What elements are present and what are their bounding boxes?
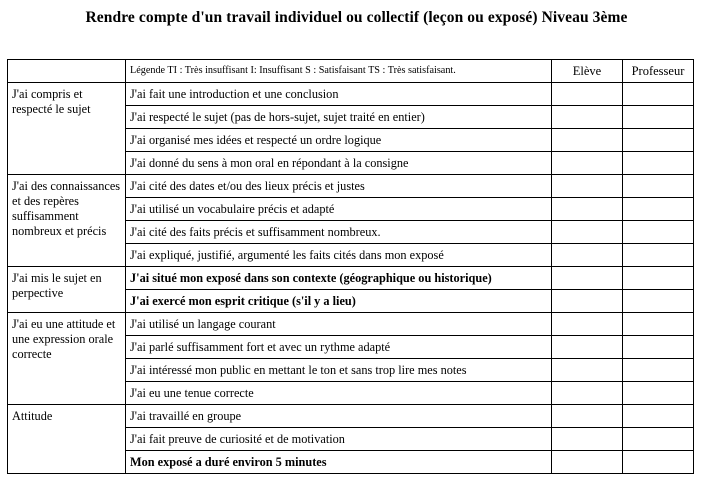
criterion-text: J'ai respecté le sujet (pas de hors-sujet, sujet traité en entier) xyxy=(126,106,552,129)
professeur-score-cell[interactable] xyxy=(623,129,694,152)
criterion-text: J'ai eu une tenue correcte xyxy=(126,382,552,405)
eleve-score-cell[interactable] xyxy=(552,359,623,382)
criterion-row xyxy=(8,267,694,290)
professeur-score-cell[interactable] xyxy=(623,336,694,359)
eleve-score-cell[interactable] xyxy=(552,405,623,428)
criterion-row xyxy=(8,405,694,428)
criterion-text: Mon exposé a duré environ 5 minutes xyxy=(126,451,552,474)
criterion-row xyxy=(8,83,694,106)
eleve-score-cell[interactable] xyxy=(552,290,623,313)
eleve-score-cell[interactable] xyxy=(552,336,623,359)
header-row xyxy=(8,60,694,83)
legend-text: Légende TI : Très insuffisant I: Insuffisant S : Satisfaisant TS : Très satisfaisant. xyxy=(126,60,552,83)
criterion-text: J'ai exercé mon esprit critique (s'il y a lieu) xyxy=(126,290,552,313)
eleve-score-cell[interactable] xyxy=(552,313,623,336)
eleve-score-cell[interactable] xyxy=(552,451,623,474)
professeur-score-cell[interactable] xyxy=(623,428,694,451)
criterion-text: J'ai utilisé un vocabulaire précis et adapté xyxy=(126,198,552,221)
criterion-text: J'ai cité des dates et/ou des lieux précis et justes xyxy=(126,175,552,198)
eleve-score-cell[interactable] xyxy=(552,267,623,290)
criterion-row xyxy=(8,175,694,198)
criterion-text: J'ai cité des faits précis et suffisamment nombreux. xyxy=(126,221,552,244)
eleve-score-cell[interactable] xyxy=(552,382,623,405)
professeur-score-cell[interactable] xyxy=(623,221,694,244)
category-cell: J'ai compris et respecté le sujet xyxy=(8,83,126,175)
criterion-text: J'ai travaillé en groupe xyxy=(126,405,552,428)
category-cell: J'ai des connaissances et des repères suffisamment nombreux et précis xyxy=(8,175,126,267)
grid-body xyxy=(8,83,694,474)
criterion-text: J'ai intéressé mon public en mettant le ton et sans trop lire mes notes xyxy=(126,359,552,382)
professeur-score-cell[interactable] xyxy=(623,451,694,474)
category-cell: J'ai eu une attitude et une expression orale correcte xyxy=(8,313,126,405)
eleve-score-cell[interactable] xyxy=(552,152,623,175)
criterion-text: J'ai organisé mes idées et respecté un ordre logique xyxy=(126,129,552,152)
criterion-text: J'ai donné du sens à mon oral en répondant à la consigne xyxy=(126,152,552,175)
professeur-score-cell[interactable] xyxy=(623,83,694,106)
category-cell: J'ai mis le sujet en perpective xyxy=(8,267,126,313)
criterion-text: J'ai expliqué, justifié, argumenté les faits cités dans mon exposé xyxy=(126,244,552,267)
eleve-score-cell[interactable] xyxy=(552,428,623,451)
professeur-score-cell[interactable] xyxy=(623,244,694,267)
column-header-professeur: Professeur xyxy=(623,60,694,83)
professeur-score-cell[interactable] xyxy=(623,382,694,405)
professeur-score-cell[interactable] xyxy=(623,175,694,198)
professeur-score-cell[interactable] xyxy=(623,290,694,313)
criterion-text: J'ai fait une introduction et une conclusion xyxy=(126,83,552,106)
evaluation-grid xyxy=(7,59,694,474)
professeur-score-cell[interactable] xyxy=(623,359,694,382)
eleve-score-cell[interactable] xyxy=(552,198,623,221)
eleve-score-cell[interactable] xyxy=(552,175,623,198)
professeur-score-cell[interactable] xyxy=(623,267,694,290)
category-cell: Attitude xyxy=(8,405,126,474)
professeur-score-cell[interactable] xyxy=(623,106,694,129)
professeur-score-cell[interactable] xyxy=(623,313,694,336)
professeur-score-cell[interactable] xyxy=(623,152,694,175)
criterion-text: J'ai fait preuve de curiosité et de motivation xyxy=(126,428,552,451)
professeur-score-cell[interactable] xyxy=(623,198,694,221)
column-header-eleve: Elève xyxy=(552,60,623,83)
eleve-score-cell[interactable] xyxy=(552,83,623,106)
criterion-text: J'ai situé mon exposé dans son contexte (géographique ou historique) xyxy=(126,267,552,290)
header-empty-cell xyxy=(8,60,126,83)
eleve-score-cell[interactable] xyxy=(552,106,623,129)
criterion-text: J'ai utilisé un langage courant xyxy=(126,313,552,336)
eleve-score-cell[interactable] xyxy=(552,221,623,244)
eleve-score-cell[interactable] xyxy=(552,244,623,267)
page-title: Rendre compte d'un travail individuel ou collectif (leçon ou exposé) Niveau 3ème xyxy=(85,9,628,26)
professeur-score-cell[interactable] xyxy=(623,405,694,428)
criterion-text: J'ai parlé suffisamment fort et avec un rythme adapté xyxy=(126,336,552,359)
eleve-score-cell[interactable] xyxy=(552,129,623,152)
criterion-row xyxy=(8,313,694,336)
